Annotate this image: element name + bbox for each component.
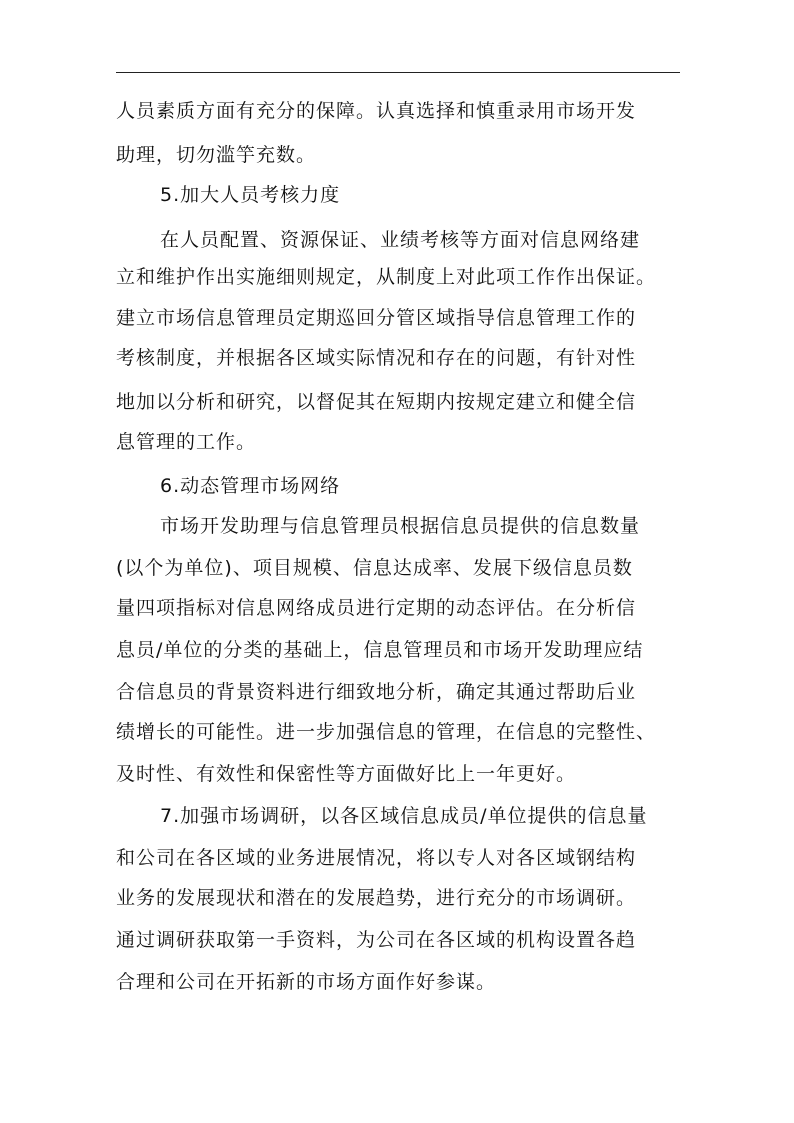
text-line: 地加以分析和研究，以督促其在短期内按规定建立和健全信 xyxy=(116,391,637,413)
text-line: (以个为单位)、项目规模、信息达成率、发展下级信息员数 xyxy=(116,557,633,579)
text-line: 人员素质方面有充分的保障。认真选择和慎重录用市场开发 xyxy=(116,100,637,122)
section-heading: 6.动态管理市场网络 xyxy=(160,475,341,497)
header-rule xyxy=(116,72,680,73)
text-line: 业务的发展现状和潜在的发展趋势，进行充分的市场调研。 xyxy=(116,887,637,909)
text-line: 通过调研获取第一手资料，为公司在各区域的机构设置各趋 xyxy=(116,929,637,951)
text-line: 合信息员的背景资料进行细致地分析，确定其通过帮助后业 xyxy=(116,681,637,703)
text-line: 考核制度，并根据各区域实际情况和存在的问题，有针对性 xyxy=(116,347,637,369)
text-line: 绩增长的可能性。进一步加强信息的管理，在信息的完整性、 xyxy=(116,721,657,743)
text-line: 及时性、有效性和保密性等方面做好比上一年更好。 xyxy=(116,763,577,785)
text-line: 助理，切勿滥竽充数。 xyxy=(116,144,317,166)
text-line: 息员/单位的分类的基础上，信息管理员和市场开发助理应结 xyxy=(116,639,644,661)
text-line: 立和维护作出实施细则规定，从制度上对此项工作作出保证。 xyxy=(116,266,657,288)
text-line: 在人员配置、资源保证、业绩考核等方面对信息网络建 xyxy=(160,229,641,251)
text-line: 合理和公司在开拓新的市场方面作好参谋。 xyxy=(116,971,497,993)
text-line: 和公司在各区域的业务进展情况，将以专人对各区域钢结构 xyxy=(116,847,637,869)
text-line: 息管理的工作。 xyxy=(116,431,257,453)
text-line: 量四项指标对信息网络成员进行定期的动态评估。在分析信 xyxy=(116,597,637,619)
text-line: 7.加强市场调研，以各区域信息成员/单位提供的信息量 xyxy=(160,805,648,827)
section-heading: 5.加大人员考核力度 xyxy=(160,184,341,206)
text-line: 建立市场信息管理员定期巡回分管区域指导信息管理工作的 xyxy=(116,307,637,329)
text-line: 市场开发助理与信息管理员根据信息员提供的信息数量 xyxy=(160,515,641,537)
